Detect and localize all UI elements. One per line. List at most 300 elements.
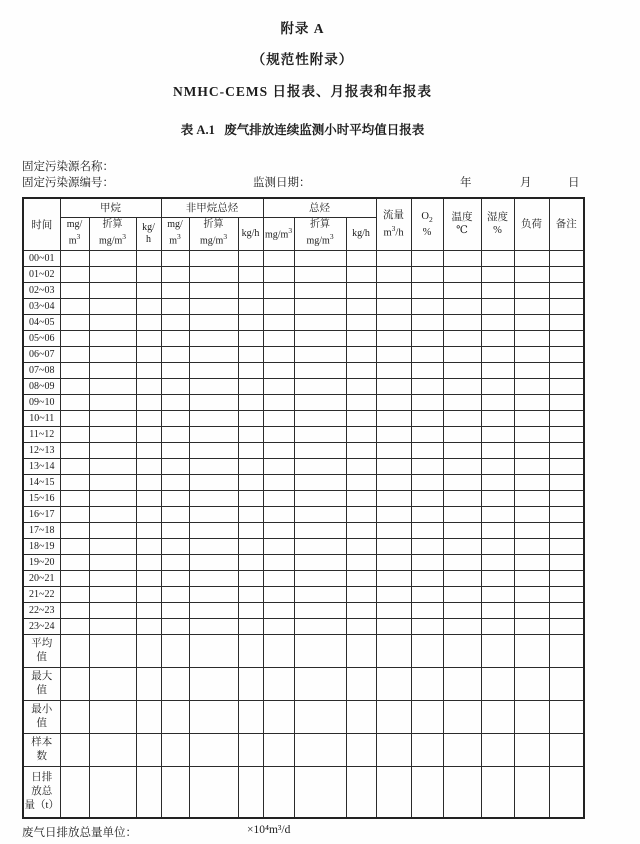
data-cell: [89, 570, 136, 586]
data-cell: [443, 442, 481, 458]
table-body: [23, 250, 584, 818]
data-cell: [411, 634, 443, 667]
pollutant-group-header: 总烃: [263, 198, 376, 217]
data-cell: [514, 522, 549, 538]
hour-row: [23, 474, 584, 490]
data-cell: [263, 458, 294, 474]
data-cell: [189, 298, 238, 314]
data-cell: [263, 346, 294, 362]
data-cell: [60, 667, 89, 700]
data-cell: [411, 378, 443, 394]
hour-row: [23, 362, 584, 378]
parameter-column-header: 湿度 %: [481, 198, 514, 250]
data-cell: [263, 618, 294, 634]
data-cell: [189, 522, 238, 538]
data-cell: [189, 602, 238, 618]
data-cell: [549, 618, 584, 634]
data-cell: [238, 602, 263, 618]
data-cell: [60, 282, 89, 298]
data-cell: [481, 410, 514, 426]
data-cell: [294, 330, 346, 346]
data-cell: [238, 506, 263, 522]
summary-label-cell: 样本 数: [23, 733, 60, 766]
data-cell: [346, 266, 376, 282]
data-cell: [263, 330, 294, 346]
data-cell: [443, 314, 481, 330]
data-cell: [136, 442, 161, 458]
summary-row: [23, 634, 584, 667]
hour-range-cell: 03~04: [23, 298, 60, 314]
data-cell: [443, 554, 481, 570]
data-cell: [549, 700, 584, 733]
parameter-column-header: 温度 ℃: [443, 198, 481, 250]
data-cell: [514, 490, 549, 506]
data-cell: [60, 394, 89, 410]
hour-row: [23, 282, 584, 298]
data-cell: [161, 766, 189, 818]
data-cell: [481, 298, 514, 314]
data-cell: [514, 250, 549, 266]
data-cell: [294, 538, 346, 554]
data-cell: [60, 410, 89, 426]
data-cell: [238, 490, 263, 506]
data-cell: [89, 506, 136, 522]
data-cell: [60, 442, 89, 458]
data-cell: [136, 570, 161, 586]
data-cell: [481, 266, 514, 282]
data-cell: [481, 474, 514, 490]
data-cell: [443, 266, 481, 282]
data-cell: [161, 570, 189, 586]
data-cell: [376, 570, 411, 586]
summary-row: [23, 700, 584, 733]
data-cell: [481, 282, 514, 298]
data-cell: [549, 426, 584, 442]
data-cell: [443, 538, 481, 554]
data-cell: [514, 266, 549, 282]
data-cell: [136, 426, 161, 442]
data-cell: [514, 733, 549, 766]
data-cell: [189, 733, 238, 766]
summary-row: [23, 667, 584, 700]
data-cell: [346, 538, 376, 554]
data-cell: [514, 700, 549, 733]
data-cell: [189, 700, 238, 733]
data-cell: [136, 394, 161, 410]
hourly-average-report-table: [22, 197, 585, 819]
data-cell: [136, 506, 161, 522]
data-cell: [376, 700, 411, 733]
hour-range-cell: 11~12: [23, 426, 60, 442]
data-cell: [89, 538, 136, 554]
data-cell: [238, 570, 263, 586]
data-cell: [514, 634, 549, 667]
data-cell: [514, 426, 549, 442]
parameter-column-header: 负荷: [514, 198, 549, 250]
data-cell: [263, 282, 294, 298]
data-cell: [549, 586, 584, 602]
data-cell: [411, 346, 443, 362]
data-cell: [376, 282, 411, 298]
data-cell: [294, 490, 346, 506]
data-cell: [60, 314, 89, 330]
data-cell: [189, 474, 238, 490]
data-cell: [161, 378, 189, 394]
data-cell: [161, 314, 189, 330]
data-cell: [346, 733, 376, 766]
data-cell: [263, 506, 294, 522]
data-cell: [238, 634, 263, 667]
data-cell: [514, 394, 549, 410]
data-cell: [443, 634, 481, 667]
hour-row: [23, 346, 584, 362]
data-cell: [346, 282, 376, 298]
data-cell: [89, 700, 136, 733]
data-cell: [411, 570, 443, 586]
data-cell: [238, 330, 263, 346]
data-cell: [89, 522, 136, 538]
data-cell: [60, 458, 89, 474]
data-cell: [136, 266, 161, 282]
data-cell: [346, 298, 376, 314]
data-cell: [294, 474, 346, 490]
data-cell: [161, 410, 189, 426]
hour-row: [23, 602, 584, 618]
data-cell: [411, 490, 443, 506]
data-cell: [89, 298, 136, 314]
data-cell: [346, 474, 376, 490]
hour-range-cell: 00~01: [23, 250, 60, 266]
data-cell: [238, 667, 263, 700]
data-cell: [136, 346, 161, 362]
data-cell: [89, 554, 136, 570]
data-cell: [443, 362, 481, 378]
data-cell: [60, 618, 89, 634]
data-cell: [189, 634, 238, 667]
hour-range-cell: 02~03: [23, 282, 60, 298]
data-cell: [136, 667, 161, 700]
data-cell: [161, 282, 189, 298]
data-cell: [238, 522, 263, 538]
data-cell: [189, 266, 238, 282]
hour-row: [23, 570, 584, 586]
data-cell: [481, 766, 514, 818]
data-cell: [376, 766, 411, 818]
data-cell: [238, 554, 263, 570]
data-cell: [238, 458, 263, 474]
hour-range-cell: 20~21: [23, 570, 60, 586]
data-cell: [294, 586, 346, 602]
data-cell: [411, 733, 443, 766]
data-cell: [549, 282, 584, 298]
data-cell: [136, 490, 161, 506]
data-cell: [411, 667, 443, 700]
data-cell: [376, 733, 411, 766]
data-cell: [89, 250, 136, 266]
data-cell: [60, 538, 89, 554]
data-cell: [263, 410, 294, 426]
data-cell: [161, 538, 189, 554]
data-cell: [443, 298, 481, 314]
data-cell: [189, 378, 238, 394]
data-cell: [481, 700, 514, 733]
data-cell: [376, 586, 411, 602]
data-cell: [443, 458, 481, 474]
data-cell: [89, 426, 136, 442]
pollutant-group-header: 非甲烷总烃: [161, 198, 263, 217]
data-cell: [376, 522, 411, 538]
data-cell: [189, 506, 238, 522]
hour-row: [23, 266, 584, 282]
data-cell: [161, 458, 189, 474]
data-cell: [443, 618, 481, 634]
data-cell: [161, 490, 189, 506]
hour-row: [23, 586, 584, 602]
data-cell: [89, 602, 136, 618]
summary-row: [23, 733, 584, 766]
time-column-header: 时间: [23, 198, 60, 250]
data-cell: [294, 442, 346, 458]
data-cell: [294, 618, 346, 634]
data-cell: [411, 586, 443, 602]
data-cell: [376, 346, 411, 362]
unit-column-header: 折算 $mg/m^3$: [89, 217, 136, 250]
data-cell: [89, 378, 136, 394]
data-cell: [346, 442, 376, 458]
hour-row: [23, 426, 584, 442]
data-cell: [294, 554, 346, 570]
data-cell: [549, 602, 584, 618]
data-cell: [376, 442, 411, 458]
data-cell: [189, 538, 238, 554]
data-cell: [376, 458, 411, 474]
data-cell: [346, 490, 376, 506]
unit-column-header: mg/ $m^3$: [161, 217, 189, 250]
data-cell: [263, 298, 294, 314]
data-cell: [89, 634, 136, 667]
data-cell: [346, 634, 376, 667]
data-cell: [346, 410, 376, 426]
unit-column-header: 折算 $mg/m^3$: [189, 217, 238, 250]
form-header: [22, 158, 583, 190]
data-cell: [238, 250, 263, 266]
data-cell: [443, 506, 481, 522]
hour-range-cell: 21~22: [23, 586, 60, 602]
hour-range-cell: 13~14: [23, 458, 60, 474]
data-cell: [376, 634, 411, 667]
data-cell: [443, 410, 481, 426]
data-cell: [481, 586, 514, 602]
data-cell: [481, 490, 514, 506]
data-cell: [294, 570, 346, 586]
data-cell: [89, 394, 136, 410]
hour-row: [23, 506, 584, 522]
data-cell: [60, 346, 89, 362]
unit-column-header: mg/ $m^3$: [60, 217, 89, 250]
data-cell: [481, 667, 514, 700]
data-cell: [189, 346, 238, 362]
data-cell: [238, 442, 263, 458]
data-cell: [346, 506, 376, 522]
data-cell: [443, 522, 481, 538]
data-cell: [411, 700, 443, 733]
data-cell: [346, 250, 376, 266]
data-cell: [238, 282, 263, 298]
data-cell: [411, 474, 443, 490]
data-cell: [549, 442, 584, 458]
header-row-groups: [23, 198, 584, 217]
unit-column-header: kg/h: [238, 217, 263, 250]
data-cell: [514, 602, 549, 618]
data-cell: [443, 474, 481, 490]
doc-title: NMHC-CEMS 日报表、月报表和年报表: [172, 84, 433, 99]
data-cell: [481, 618, 514, 634]
data-cell: [294, 667, 346, 700]
data-cell: [549, 490, 584, 506]
data-cell: [411, 298, 443, 314]
data-cell: [238, 394, 263, 410]
data-cell: [514, 667, 549, 700]
data-cell: [238, 538, 263, 554]
data-cell: [443, 570, 481, 586]
data-cell: [238, 474, 263, 490]
data-cell: [294, 634, 346, 667]
data-cell: [481, 570, 514, 586]
data-cell: [346, 458, 376, 474]
appendix-title: 附录 A: [280, 21, 325, 36]
data-cell: [376, 506, 411, 522]
data-cell: [161, 602, 189, 618]
data-cell: [514, 766, 549, 818]
data-cell: [346, 618, 376, 634]
data-cell: [346, 667, 376, 700]
data-cell: [89, 586, 136, 602]
data-cell: [481, 554, 514, 570]
data-cell: [549, 314, 584, 330]
data-cell: [411, 410, 443, 426]
data-cell: [263, 250, 294, 266]
data-cell: [136, 474, 161, 490]
hour-range-cell: 17~18: [23, 522, 60, 538]
source-code-label: 固定污染源编号：: [22, 177, 114, 189]
data-cell: [136, 410, 161, 426]
parameter-column-header: 备注: [549, 198, 584, 250]
data-cell: [346, 394, 376, 410]
data-cell: [161, 667, 189, 700]
data-cell: [263, 733, 294, 766]
data-cell: [376, 378, 411, 394]
data-cell: [481, 602, 514, 618]
hour-row: [23, 458, 584, 474]
data-cell: [514, 410, 549, 426]
data-cell: [294, 346, 346, 362]
data-cell: [89, 490, 136, 506]
data-cell: [514, 586, 549, 602]
data-cell: [549, 733, 584, 766]
data-cell: [60, 378, 89, 394]
data-cell: [161, 634, 189, 667]
data-cell: [549, 266, 584, 282]
data-cell: [346, 700, 376, 733]
data-cell: [411, 362, 443, 378]
parameter-column-header: $O_2$ %: [411, 198, 443, 250]
data-cell: [89, 733, 136, 766]
data-cell: [136, 586, 161, 602]
data-cell: [549, 506, 584, 522]
data-cell: [294, 733, 346, 766]
data-cell: [89, 346, 136, 362]
data-cell: [238, 618, 263, 634]
data-cell: [60, 330, 89, 346]
data-cell: [136, 733, 161, 766]
data-cell: [481, 458, 514, 474]
data-cell: [549, 634, 584, 667]
data-cell: [161, 266, 189, 282]
data-cell: [443, 250, 481, 266]
data-cell: [189, 667, 238, 700]
data-cell: [60, 586, 89, 602]
hour-row: [23, 330, 584, 346]
data-cell: [514, 330, 549, 346]
data-cell: [189, 618, 238, 634]
data-cell: [514, 458, 549, 474]
data-cell: [549, 570, 584, 586]
data-cell: [89, 282, 136, 298]
data-cell: [263, 442, 294, 458]
data-cell: [411, 442, 443, 458]
data-cell: [346, 554, 376, 570]
data-cell: [346, 586, 376, 602]
hour-row: [23, 314, 584, 330]
data-cell: [89, 410, 136, 426]
data-cell: [189, 314, 238, 330]
data-cell: [136, 378, 161, 394]
data-cell: [549, 554, 584, 570]
data-cell: [238, 426, 263, 442]
hour-row: [23, 554, 584, 570]
pollutant-group-header: 甲烷: [60, 198, 161, 217]
hour-row: [23, 442, 584, 458]
data-cell: [411, 330, 443, 346]
data-cell: [411, 522, 443, 538]
data-cell: [376, 618, 411, 634]
data-cell: [346, 570, 376, 586]
data-cell: [238, 378, 263, 394]
data-cell: [481, 426, 514, 442]
data-cell: [376, 426, 411, 442]
data-cell: [89, 266, 136, 282]
data-cell: [481, 506, 514, 522]
data-cell: [411, 426, 443, 442]
data-cell: [411, 766, 443, 818]
data-cell: [263, 266, 294, 282]
data-cell: [89, 362, 136, 378]
data-cell: [89, 766, 136, 818]
data-cell: [161, 250, 189, 266]
data-cell: [514, 554, 549, 570]
data-cell: [411, 538, 443, 554]
data-cell: [60, 766, 89, 818]
data-cell: [60, 250, 89, 266]
data-cell: [161, 362, 189, 378]
data-cell: [161, 298, 189, 314]
data-cell: [514, 346, 549, 362]
data-cell: [294, 266, 346, 282]
data-cell: [161, 442, 189, 458]
data-cell: [346, 362, 376, 378]
source-name-label: 固定污染源名称：: [22, 161, 114, 173]
data-cell: [89, 314, 136, 330]
